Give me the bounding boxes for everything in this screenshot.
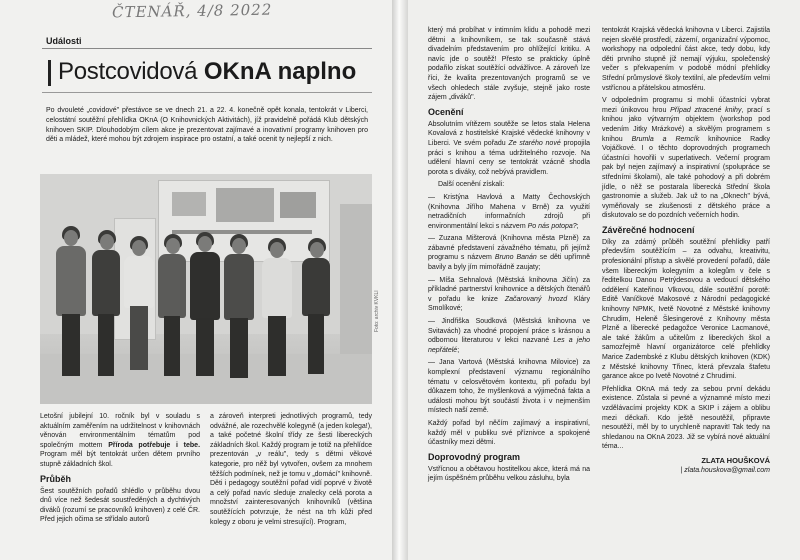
paragraph: Přehlídka OKnA má tedy za sebou první dekádu existence. Zůstala si pevné a významné místo mezi vzdělávacími projekty KDK a SKIP i zájem a oblibu mezi děckaři. Kdo ještě nesoutěžil, připravte nesoutěží, měl by to urychleně napravit! Tak tedy na shledanou na OKnA 2023. Již se vybírá nové aktuální téma...: [602, 385, 770, 451]
heading-prubeh: Průběh: [40, 473, 72, 484]
paragraph: Další ocenění získali:: [438, 181, 505, 189]
heading-doprovodny-program: Doprovodný program: [428, 451, 521, 462]
author-name: ZLATA HOUŠKOVÁ: [701, 455, 770, 465]
article-perex: Po dvouleté „covidové" přestávce se ve dnech 21. a 22. 4. konečně opět konala, tentokrát v Liberci, celostátní soutěžní přehlídka OKnA (O Knihovnických Aktivitách), jíž pravidelně pořádá Klub dětských knihoven SKIP. Dlouhodobým cílem akce je prezentovat zajímavé a inovativní programy knihoven pro děti a mládež, které mohou být zdrojem inspirace pro ostatní, a také ocenit ty nejlepší z nich.: [46, 107, 368, 144]
left-page: [0, 0, 392, 560]
photo-credit: Foto: archiv KVKLI: [374, 290, 380, 332]
paragraph: který má probíhat v intimním klidu a pohodě mezi dětmi a knihovníkem, se tak současně stává divadelním představením pro ohlížející kritiku. A navíc jde o soutěž! Přesto se prakticky úplně podařilo získat soutěžící odvážlivce. A zároveň lze říci, že kvalita prezentovaných programů se ve všech ohledech stále zvyšuje, stejně jako roste zájem „diváků".: [428, 27, 590, 102]
paragraph: Každý pořad byl něčím zajímavý a inspirativní, každý měl v publiku své příznivce a spokojené účastníky mezi dětmi.: [428, 419, 590, 447]
paragraph: Absolutním vítězem soutěže se letos stala Helena Kovalová z hostitelské Krajské vědecké knihovny v Liberci. Ve svém pořadu Ze starého nové propojila práci s knihou a téma udržitelného rozvoje. Na udělení hlavní ceny se tentokrát vzácně shodla porota s diváky, což nebývá pravidlem.: [428, 120, 590, 176]
paragraph: Šest soutěžních pořadů shlédlo v průběhu dvou dnů více než šedesát soustředěných a dychtivých diváků (rozumí se pracovníků knihoven) z celé ČR. Před jejich očima se střídalo autorů: [40, 487, 200, 524]
paragraph: Díky za zdárný průběh soutěžní přehlídky patří především soutěžícím – za odvahu, kreativitu, profesionální přístup a skvělé provedení pořadů, dále všem libereckým kolegyním a kolegům v čele s ředitelkou Danou Petrýdesovou a vedoucí dětského oddělení Kateřinou Vlkovou, dále soutěžní porotě: Editě Vaníčkové Makosové z Národní pedagogické knihovny NPMK, Ivetě Novotné z Městské knihovny Chrudim, Heleně Šlesingerové z Knihovny města Plzně a liberecké pedagožce Veronice Lacmanové, ale také žákům a učitelům z libereckých škol a samozřejmě hlavní organizátorce celé přehlídky Marice Zadembské z Klubu dětských knihoven (KDK) z Městské knihovny Třinec, která převzala štafetu garance akce po Ivetě Novotné z Chrudimi.: [602, 238, 770, 381]
column-2: [210, 412, 372, 530]
award-item: — Míša Sehnalová (Městská knihovna Jičín) za příkladné partnerství knihovnice a dětských čtenářů v pořadu ke knize Začarovaný hvozd Kláry Smolíkové;: [428, 276, 590, 313]
column-1: [40, 412, 200, 528]
column-4: [602, 26, 770, 475]
right-page: [408, 0, 800, 560]
title-rule: [42, 48, 372, 49]
subtitle-rule: [42, 92, 372, 93]
title-thin: Postcovidová: [58, 58, 198, 85]
author-email: | zlata.houskova@gmail.com: [680, 466, 770, 474]
title-bold: OKnA naplno: [203, 58, 357, 85]
group-photo: [40, 174, 372, 404]
paragraph: Vstřícnou a obětavou hostitelkou akce, která má na jejím úspěšném průběhu velkou zásluhu, byla: [428, 465, 590, 483]
paragraph: a zároveň interpreti jednotlivých programů, tedy odvážné, ale rozechvělé kolegyně (a jeden kolega!), a také početné školní třídy ze šesti libereckých základních škol. Každý program je totiž na přehlídce prezentován „v reálu", tedy s dětmi věkové kategorie, pro něž byl vytvořen, ovšem za mnohem těžších podmínek, než je tomu v „domácí" knihovně. Děti i pedagogy soutěžní pořad vidí poprvé v životě a celý pořad navíc sleduje znalecky celá porota a množství zainteresovaných knihovníků (většina soutěžících potvrzuje, že nést na trh kůži před kolegy z oboru je velmi stresující). Program,: [210, 413, 373, 526]
award-item: — Kristýna Havlová a Matty Čechovských (Knihovna Jiřího Mahena v Brně) za využití netradičních informačních zdrojů při environmentální lekci s názvem Po nás potopa?;: [428, 193, 590, 230]
column-3: [428, 26, 590, 487]
paragraph: V odpoledním programu si mohli účastníci vybrat mezi únikovou hrou Případ ztracené knihy, prací s knihou jako výtvarným objektem (workshop pod vedením Jitky Mrázkové) a skvělým programem s knihou Brumla a Remcík knihovnice Radky Vojáčkové. I o těchto doprovodných programech účastníci hovořili v superlativech. Večerní program pak byl nejen zajímavý a inspirativní (spolupráce se středními školami), ale také pohodový a při dobrém jídle, o něž se postarala liberecká Střední škola gastronomie a služeb. Jak už to na „Oknech" bývá, vyměňovaly se zkušenosti z dětského práce a diskutovalo se do pozdních večerních hodin.: [602, 97, 770, 220]
article-title: [58, 58, 356, 86]
paragraph: tentokrát Krajská vědecká knihovna v Liberci. Zajistila nejen skvělé prostředí, zázemí, organizační výpomoc, workshopy na odpolední část akce, tedy dobu, kdy děti prvního stupně již nemají výjuku, společenský večer s překvapením v podobě módní přehlídky Střední průmyslové školy textilní, ale především velmi vstřícnou a přátelskou atmosféru.: [602, 27, 770, 92]
title-bar: [48, 60, 51, 86]
award-item: — Jindřiška Soudková (Městská knihovna ve Svitavách) za vhodné propojení práce s krásnou a odbornou literaturou v lekci nazvané Les a jeho nepřátelé;: [428, 318, 590, 354]
heading-oceneni: Ocenění: [428, 106, 464, 117]
heading-zaverecne-hodnoceni: Závěrečné hodnocení: [602, 224, 695, 235]
award-item: — Zuzana Mišterová (Knihovna města Plzně) za zábavné představení závažného tématu, při jejímž programu s názvem Bruno Banán se děti upřímně bavily a byly jím mimořádně zaujaty;: [428, 235, 590, 272]
section-label: Události: [46, 36, 82, 46]
page-gutter: [392, 0, 408, 560]
award-item: — Jana Vartová (Městská knihovna Milovice) za komplexní představení významu regionálního tématu v celosvětovém kontextu, při pořadu byl důkazem toho, že myšlenková a výjimečná fakta a události mohou být součástí života i v nejmenším místech naší země.: [428, 359, 590, 415]
handwritten-note: ČTENÁŘ, 4/8 2022: [111, 0, 273, 22]
paragraph: Letošní jubilejní 10. ročník byl v souladu s aktuálním zaměřením na udržitelnost v knihovnách věnován environmentálním tématům pod společným mottem Příroda potřebuje i tebe. Program měl být tentokrát určen dětem prvního stupně základních škol.: [40, 413, 201, 468]
